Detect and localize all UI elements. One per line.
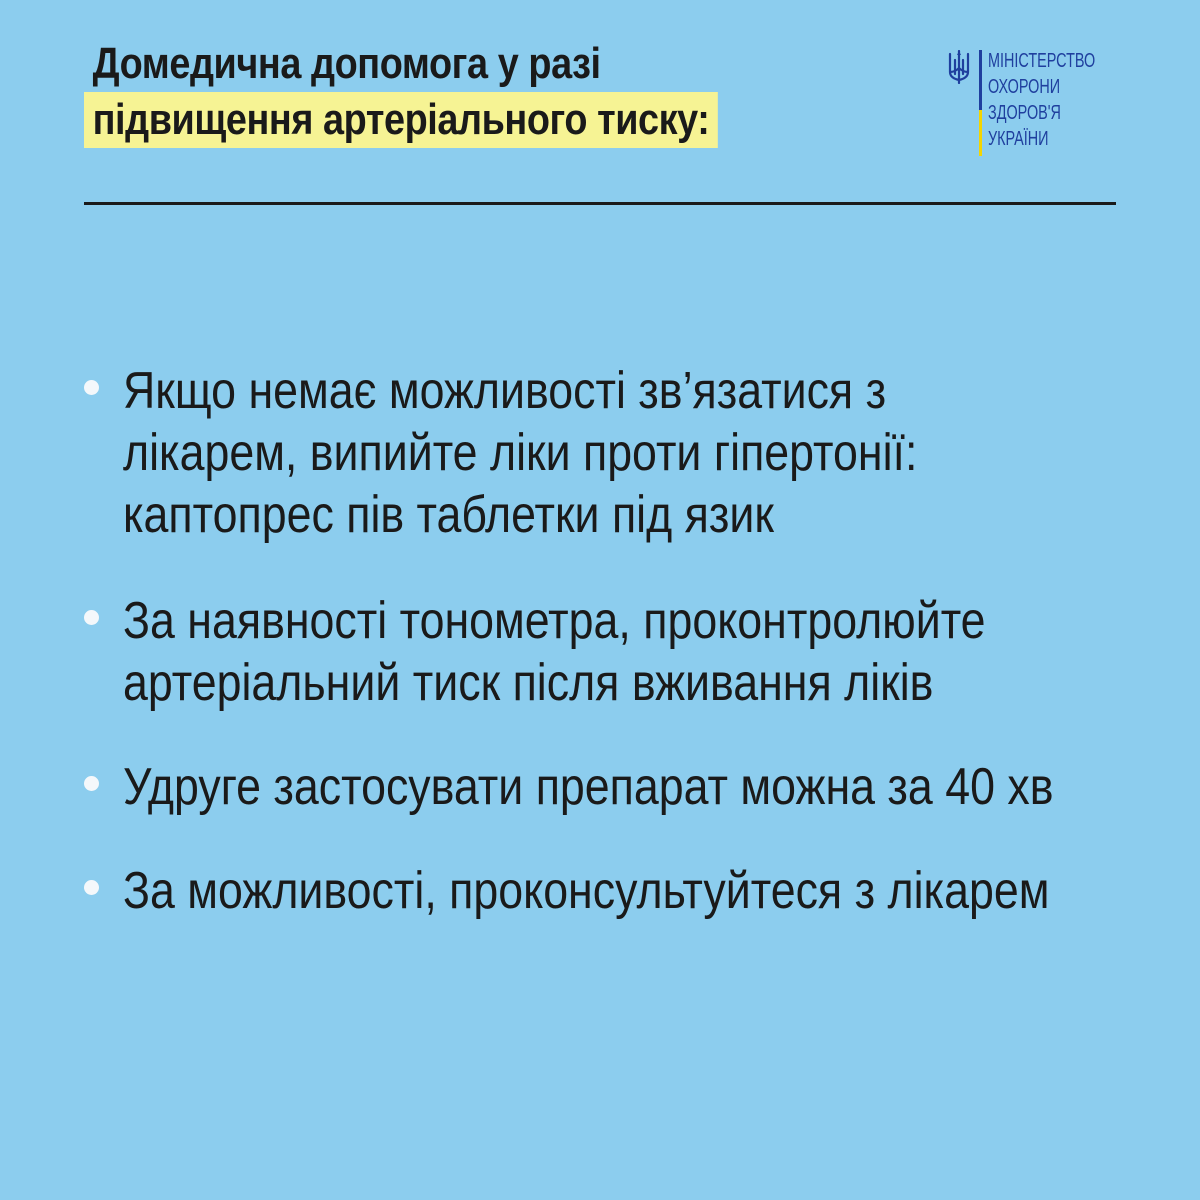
header-divider [84,202,1116,205]
bullet-icon [84,880,99,895]
list-item-line: За наявності тонометра, проконтролюйте [123,592,986,650]
list-item-line: артеріальний тиск після вживання ліків [123,654,934,712]
advice-list [80,360,1140,922]
list-item-line: каптопрес пів таблетки під язик [123,486,774,544]
ministry-name-line: ЗДОРОВ'Я [988,102,1061,124]
list-item [80,360,1140,546]
list-item-line: лікарем, випийте ліки проти гіпертонії: [123,424,918,482]
trident-icon [946,50,972,84]
ministry-name-line: ОХОРОНИ [988,76,1061,98]
bullet-icon [84,776,99,791]
list-item-text [123,590,998,714]
ministry-name [988,48,1095,152]
list-item-line: Удруге застосувати препарат можна за 40 хв [123,758,1054,816]
list-item-line: За можливості, проконсультуйтеся з лікарем [123,862,1050,920]
list-item-text [123,860,1050,922]
logo-color-bar [979,50,982,156]
ministry-logo [946,50,1126,160]
title-line-1: Домедична допомога у разі [92,39,601,88]
bullet-icon [84,380,99,395]
list-item [80,860,1140,922]
title-line-2-highlighted: підвищення артеріального тиску: [84,92,718,148]
list-item-text [123,756,1054,818]
ministry-name-line: МІНІСТЕРСТВО [988,50,1096,72]
list-item-line: Якщо немає можливості зв’язатися з [123,362,887,420]
bullet-icon [84,610,99,625]
header [84,36,710,148]
list-item [80,756,1140,818]
ministry-name-line: УКРАЇНИ [988,128,1049,150]
list-item-text [123,360,998,546]
list-item [80,590,1140,714]
